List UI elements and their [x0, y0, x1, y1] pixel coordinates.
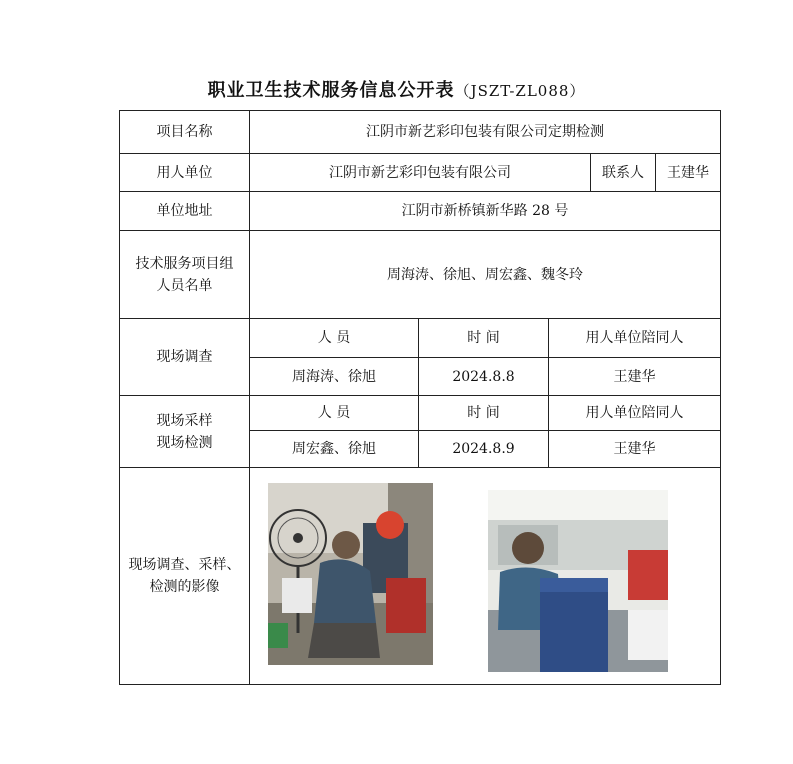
sampling-header-escort: 用人单位陪同人: [549, 396, 721, 431]
survey-escort: 王建华: [549, 358, 721, 396]
sampling-label-line1: 现场采样: [156, 412, 213, 429]
survey-header-escort: 用人单位陪同人: [549, 319, 721, 358]
survey-person: 周海涛、徐旭: [250, 358, 419, 396]
employer-label: 用人单位: [120, 154, 250, 192]
survey-header-time: 时 间: [419, 319, 549, 358]
images-label-line1: 现场调查、采样、: [128, 557, 241, 573]
team-label-line1: 技术服务项目组: [135, 255, 234, 272]
survey-time: 2024.8.8: [419, 358, 549, 396]
site-photo-survey: [268, 483, 433, 665]
sampling-label-line2: 现场检测: [156, 434, 213, 451]
survey-header-person: 人 员: [250, 319, 419, 358]
team-label-line2: 人员名单: [156, 277, 213, 294]
title-main: 职业卫生技术服务信息公开表: [207, 80, 455, 101]
images-label: [120, 468, 250, 685]
title-code: （JSZT-ZL088）: [454, 82, 586, 100]
site-photo-sampling: [488, 490, 668, 672]
team-value: 周海涛、徐旭、周宏鑫、魏冬玲: [250, 231, 721, 319]
sampling-label: [120, 396, 250, 468]
address-label: 单位地址: [120, 192, 250, 231]
sampling-header-time: 时 间: [419, 396, 549, 431]
contact-value: 王建华: [667, 164, 709, 181]
photo-illustration-1: [268, 483, 433, 665]
photo-illustration-2: [488, 490, 668, 672]
address-value: 江阴市新桥镇新华路 28 号: [250, 192, 721, 231]
sampling-person: 周宏鑫、徐旭: [250, 431, 419, 468]
page-title: [0, 76, 793, 102]
sampling-header-person: 人 员: [250, 396, 419, 431]
sampling-time: 2024.8.9: [419, 431, 549, 468]
images-label-line2: 检测的影像: [149, 579, 220, 595]
project-name-value: 江阴市新艺彩印包装有限公司定期检测: [250, 111, 721, 154]
survey-label: 现场调查: [120, 319, 250, 396]
sampling-escort: 王建华: [549, 431, 721, 468]
project-name-label: 项目名称: [120, 111, 250, 154]
employer-value: 江阴市新艺彩印包装有限公司: [250, 154, 591, 192]
team-label: [120, 231, 250, 319]
contact-label: 联系人: [591, 154, 656, 191]
contact-subtable: [591, 154, 720, 191]
contact-cell: [591, 154, 721, 192]
